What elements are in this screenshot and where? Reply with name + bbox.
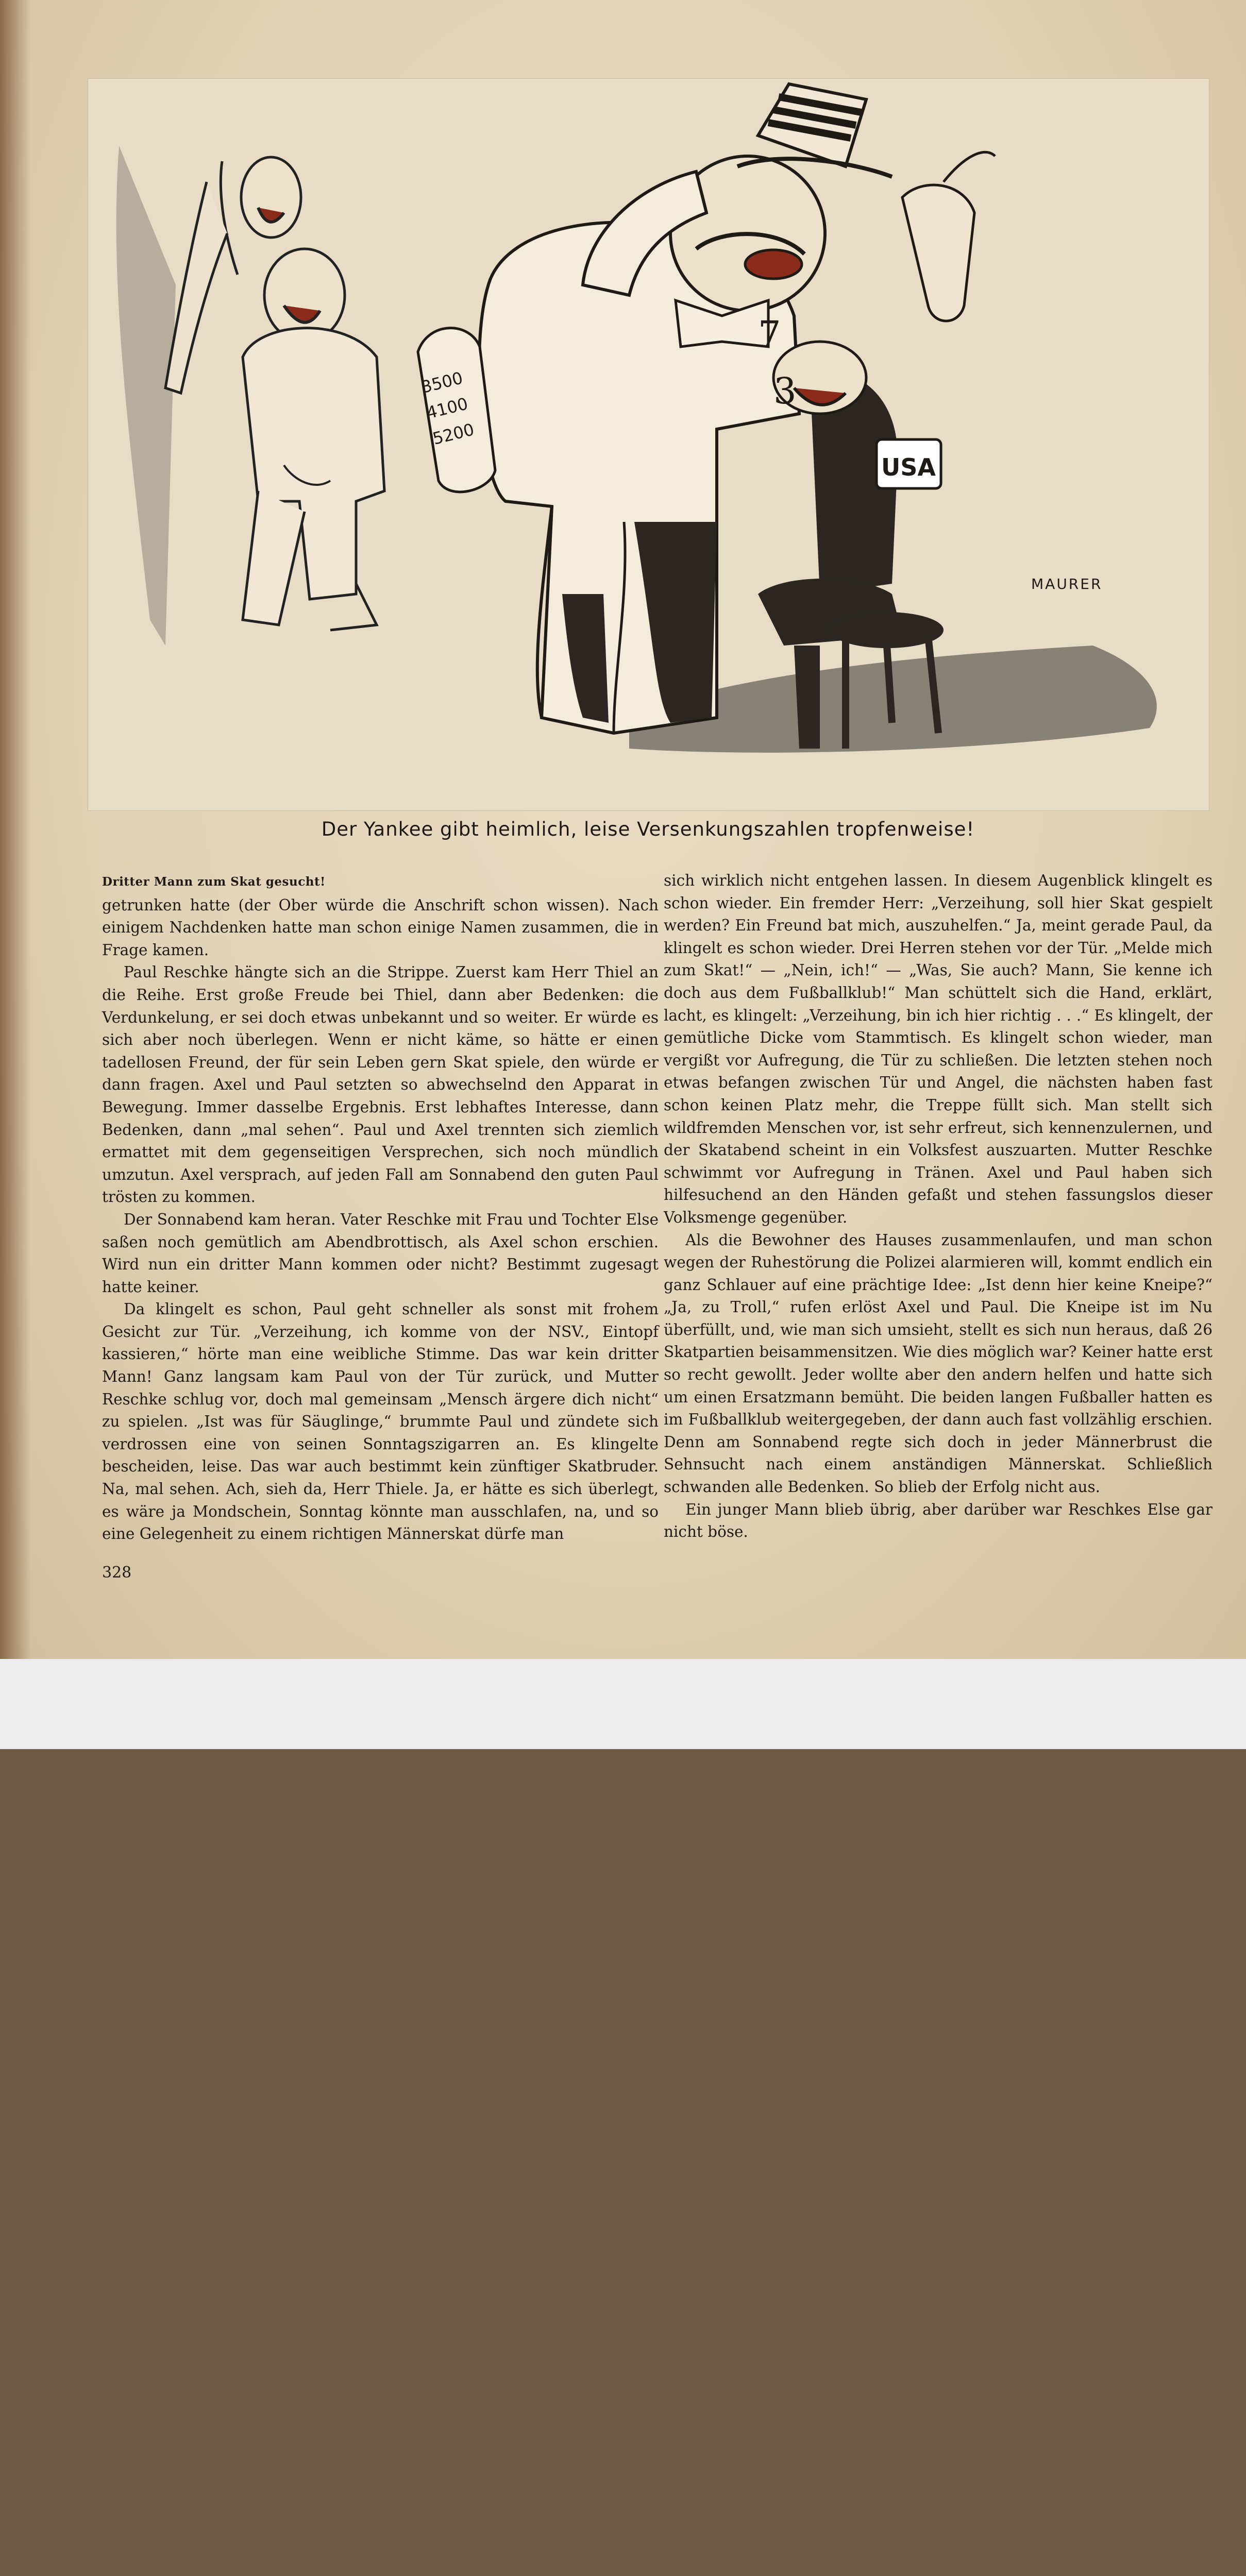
article-paragraph: Paul Reschke hängte sich an die Strippe. Zuerst kam Herr Thiel an die Reihe. Erst große Freude bei Thiel, dann aber Bedenken: die Verdunkelung, er sei doch etwas unbekannt und so weiter. Er würde es sich aber noch überlegen. Wenn er nicht käme, so hätte er einen tadellosen Freund, der für sein Leben gern Skat spiele, den würde er dann fragen. Axel und Paul setzten so abwechselnd den Apparat in Bewegung. Immer dasselbe Ergebnis. Erst lebhaftes Interesse, dann Bedenken, dann „mal sehen“. Paul und Axel trennten sich ziemlich ermattet mit dem gegenseitigen Versprechen, sich noch mündlich umzutun. Axel versprach, auf jeden Fall am Sonnabend den guten Paul trösten zu kommen. bbox=[102, 963, 659, 1206]
article-left-column bbox=[102, 871, 659, 1546]
card-number-2: 4100 bbox=[424, 394, 470, 423]
artist-signature: MAURER bbox=[1031, 575, 1103, 592]
article-paragraph: sich wirklich nicht entgehen lassen. In diesem Augenblick klingelt es schon wieder. Ein fremder Herr: „Verzeihung, soll hier Skat gespielt werden? Ein Freund bat mich, auszuhelfen.“ Ja, meint gerade Paul, da klingelt es schon wieder. Drei Herren stehen vor der Tür. „Melde mich zum Skat!“ — „Nein, ich!“ — „Was, Sie auch? Mann, Sie kenne ich doch aus dem Fußballklub!“ Man schüttelt sich die Hand, erklärt, lacht, es klingelt: „Verzeihung, bin ich hier richtig . . .“ Es klingelt, der gemütliche Dicke vom Stammtisch. Es klingelt schon wieder, man vergißt vor Aufregung, die Tür zu schließen. Die letzten stehen noch etwas befangen zwischen Tür und Angel, die nächsten haben fast schon keinen Platz mehr, die Treppe füllt sich. Man stellt sich wildfremden Menschen vor, ist sehr erfreut, sich kennenzulernen, und der Skatabend scheint in ein Volksfest auszuarten. Mutter Reschke schwimmt vor Aufregung in Tränen. Axel und Paul haben sich hilfesuchend an den Händen gefaßt und stehen fassungslos dieser Volksmenge gegenüber. bbox=[664, 872, 1213, 1226]
cartoon-drawing bbox=[88, 79, 1209, 810]
article-paragraph: Der Sonnabend kam heran. Vater Reschke mit Frau und Tochter Else saßen noch gemütlich am Abendbrottisch, als Axel schon erschien. Wird nun ein dritter Mann kommen oder nicht? Bestimmt zugesagt hatte keiner. bbox=[102, 1210, 659, 1296]
illustration-caption: Der Yankee gibt heimlich, leise Versenkungszahlen tropfenweise! bbox=[321, 818, 975, 840]
article-paragraph: Als die Bewohner des Hauses zusammenlaufen, und man schon wegen der Ruhestörung die Polizei alarmieren will, kommt endlich ein ganz Schlauer auf eine prächtige Idee: „Ist denn hier keine Kneipe?“ „Ja, zu Troll,“ rufen erlöst Axel und Paul. Die Kneipe ist im Nu überfüllt, und, wie man sich umsieht, stellt es sich nun heraus, daß 26 Skatpartien beisammensitzen. Wie dies möglich war? Keiner hatte erst so recht gewollt. Jeder wollte aber den andern helfen und hatte sich um einen Ersatzmann bemüht. Die beiden langen Fußballer hatten es im Fußballklub weitergegeben, der dann auch fast vollzählig erschien. Denn am Sonnabend regte sich doch in jeder Männerbrust die Sehnsucht nach einem anständigen Männerskat. Schließlich schwanden alle Bedenken. So blieb der Erfolg nicht aus. bbox=[664, 1231, 1213, 1496]
article-right-column bbox=[664, 870, 1213, 1544]
article-paragraph: Da klingelt es schon, Paul geht schneller als sonst mit frohem Gesicht zur Tür. „Verzeihung, ich komme von der NSV., Eintopf kassieren,“ hörte man eine weibliche Stimme. Das war kein dritter Mann! Ganz langsam kam Paul von der Tür zurück, und Mutter Reschke schlug vor, doch mal gemeinsam „Mensch ärgere dich nicht“ zu spielen. „Ist was für Säuglinge,“ brummte Paul und zündete sich verdrossen eine von seinen Sonntagszigarren an. Es klingelte bescheiden, leise. Das war auch bestimmt kein zünftiger Skatbruder. Na, mal sehen. Ach, sieh da, Herr Thiele. Ja, er hätte es sich überlegt, es wäre ja Mondschein, Sonntag könnte man ausschlafen, na, und so eine Gelegenheit zu einem richtigen Männerskat dürfe man bbox=[102, 1300, 659, 1543]
card-number-1: 3500 bbox=[419, 368, 465, 397]
article-paragraph: Ein junger Mann blieb übrig, aber darüber war Reschkes Else gar nicht böse. bbox=[664, 1500, 1213, 1541]
viewer-footer bbox=[0, 1659, 1246, 1749]
cartoon-illustration bbox=[88, 78, 1209, 811]
page-number: 328 bbox=[102, 1564, 132, 1582]
drop-digit-3: 3 bbox=[773, 370, 797, 412]
article-paragraph: getrunken hatte (der Ober würde die Anschrift schon wissen). Nach einigem Nachdenken hatte man schon einige Namen zusammen, die in Frage kamen. bbox=[102, 896, 659, 959]
card-number-3: 5200 bbox=[430, 419, 476, 449]
drop-digit-7: 7 bbox=[758, 313, 781, 355]
usa-badge-text: USA bbox=[881, 453, 936, 481]
article-heading: Dritter Mann zum Skat gesucht! bbox=[102, 875, 326, 889]
